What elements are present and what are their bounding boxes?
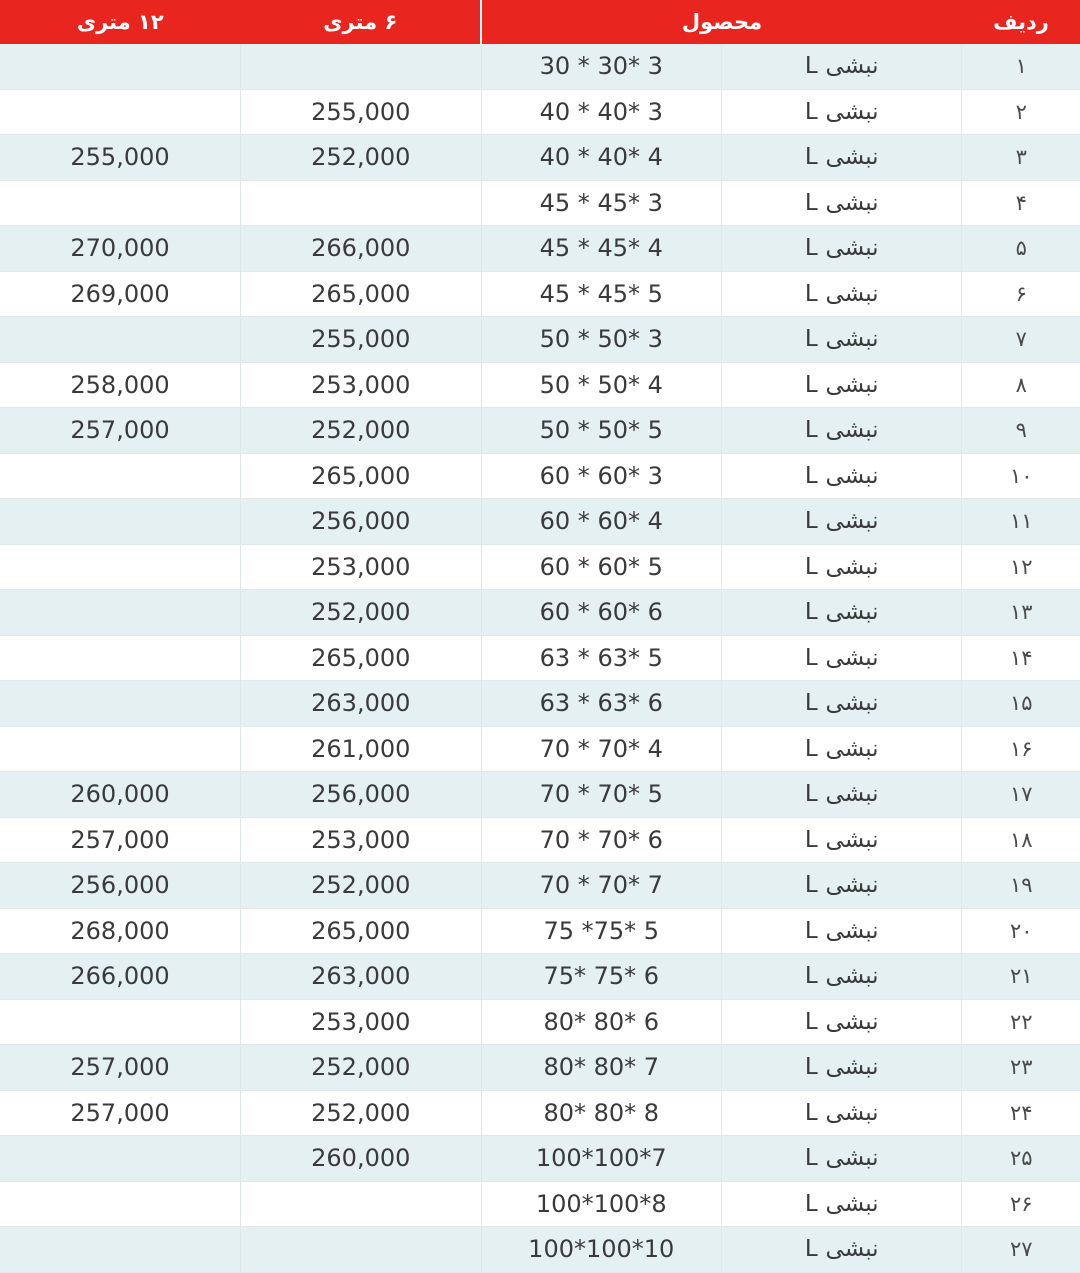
- cell-product: [722, 590, 962, 636]
- cell-product: [722, 408, 962, 454]
- cell-size: 40 * 40* 3: [481, 89, 721, 135]
- cell-row-number: ۴: [962, 180, 1080, 226]
- product-name: نبشی: [825, 781, 879, 808]
- cell-product: [722, 89, 962, 135]
- product-symbol: L: [804, 417, 819, 444]
- cell-size: 60 * 60* 6: [481, 590, 721, 636]
- product-name: نبشی: [825, 1054, 879, 1081]
- product-symbol: L: [804, 144, 819, 171]
- cell-size: 80* 80* 8: [481, 1090, 721, 1136]
- cell-price-six-meter: 252,000: [241, 1045, 481, 1091]
- header-row-number: ردیف: [962, 0, 1080, 44]
- cell-price-six-meter: 252,000: [241, 135, 481, 181]
- cell-price-twelve-meter: [0, 1181, 241, 1227]
- product-symbol: L: [804, 1008, 819, 1035]
- table-row: [0, 544, 1080, 590]
- cell-row-number: ۱۳: [962, 590, 1080, 636]
- header-six-meter: ۶ متری: [241, 0, 481, 44]
- cell-price-twelve-meter: [0, 317, 241, 363]
- cell-size: 100*100*10: [481, 1227, 721, 1273]
- cell-product: [722, 817, 962, 863]
- cell-size: 45 * 45* 3: [481, 180, 721, 226]
- table-row: [0, 89, 1080, 135]
- header-twelve-meter: ۱۲ متری: [0, 0, 241, 44]
- cell-price-six-meter: [241, 44, 481, 89]
- table-row: [0, 863, 1080, 909]
- cell-product: [722, 453, 962, 499]
- table-row: [0, 1181, 1080, 1227]
- product-name: نبشی: [825, 963, 879, 990]
- cell-row-number: ۱۰: [962, 453, 1080, 499]
- table-row: [0, 590, 1080, 636]
- cell-price-six-meter: 252,000: [241, 863, 481, 909]
- cell-price-twelve-meter: 260,000: [0, 772, 241, 818]
- cell-price-twelve-meter: [0, 89, 241, 135]
- product-symbol: L: [804, 644, 819, 671]
- product-name: نبشی: [825, 417, 879, 444]
- cell-size: 40 * 40* 4: [481, 135, 721, 181]
- product-symbol: L: [804, 1099, 819, 1126]
- cell-row-number: ۱۷: [962, 772, 1080, 818]
- cell-row-number: ۱: [962, 44, 1080, 89]
- cell-size: 70 * 70* 7: [481, 863, 721, 909]
- product-symbol: L: [804, 98, 819, 125]
- product-symbol: L: [804, 599, 819, 626]
- cell-price-six-meter: 252,000: [241, 590, 481, 636]
- table-row: [0, 180, 1080, 226]
- table-row: [0, 1090, 1080, 1136]
- table-row: [0, 317, 1080, 363]
- product-name: نبشی: [825, 1008, 879, 1035]
- product-name: نبشی: [825, 462, 879, 489]
- product-name: نبشی: [825, 690, 879, 717]
- cell-row-number: ۳: [962, 135, 1080, 181]
- table-row: [0, 817, 1080, 863]
- table-row: [0, 999, 1080, 1045]
- cell-price-six-meter: 265,000: [241, 453, 481, 499]
- cell-price-six-meter: 253,000: [241, 817, 481, 863]
- cell-product: [722, 681, 962, 727]
- table-row: [0, 226, 1080, 272]
- product-name: نبشی: [825, 1145, 879, 1172]
- cell-size: 100*100*7: [481, 1136, 721, 1182]
- product-symbol: L: [804, 553, 819, 580]
- cell-price-six-meter: 265,000: [241, 908, 481, 954]
- cell-price-twelve-meter: [0, 180, 241, 226]
- cell-product: [722, 772, 962, 818]
- cell-product: [722, 362, 962, 408]
- cell-product: [722, 135, 962, 181]
- table-row: [0, 681, 1080, 727]
- cell-price-twelve-meter: [0, 999, 241, 1045]
- product-symbol: L: [804, 1190, 819, 1217]
- table-row: [0, 453, 1080, 499]
- cell-product: [722, 1045, 962, 1091]
- product-name: نبشی: [825, 826, 879, 853]
- product-name: نبشی: [825, 735, 879, 762]
- cell-price-six-meter: 261,000: [241, 726, 481, 772]
- cell-price-twelve-meter: 256,000: [0, 863, 241, 909]
- product-name: نبشی: [825, 553, 879, 580]
- cell-row-number: ۲۶: [962, 1181, 1080, 1227]
- cell-product: [722, 1090, 962, 1136]
- cell-row-number: ۲۵: [962, 1136, 1080, 1182]
- cell-product: [722, 1227, 962, 1273]
- product-symbol: L: [804, 508, 819, 535]
- table-row: [0, 135, 1080, 181]
- cell-size: 45 * 45* 5: [481, 271, 721, 317]
- cell-row-number: ۶: [962, 271, 1080, 317]
- cell-size: 80* 80* 7: [481, 1045, 721, 1091]
- cell-product: [722, 954, 962, 1000]
- cell-product: [722, 271, 962, 317]
- table-row: [0, 1045, 1080, 1091]
- product-name: نبشی: [825, 644, 879, 671]
- cell-row-number: ۹: [962, 408, 1080, 454]
- cell-size: 50 * 50* 5: [481, 408, 721, 454]
- cell-product: [722, 863, 962, 909]
- cell-price-six-meter: 253,000: [241, 362, 481, 408]
- table-row: [0, 362, 1080, 408]
- product-name: نبشی: [825, 235, 879, 262]
- product-symbol: L: [804, 1054, 819, 1081]
- cell-size: 75* 75* 6: [481, 954, 721, 1000]
- cell-price-twelve-meter: [0, 44, 241, 89]
- cell-product: [722, 180, 962, 226]
- table-row: [0, 408, 1080, 454]
- cell-price-six-meter: [241, 1181, 481, 1227]
- product-name: نبشی: [825, 371, 879, 398]
- cell-row-number: ۲: [962, 89, 1080, 135]
- cell-price-six-meter: 265,000: [241, 635, 481, 681]
- cell-price-twelve-meter: 268,000: [0, 908, 241, 954]
- cell-price-six-meter: 256,000: [241, 499, 481, 545]
- cell-product: [722, 726, 962, 772]
- table-row: [0, 954, 1080, 1000]
- product-symbol: L: [804, 690, 819, 717]
- cell-row-number: ۱۲: [962, 544, 1080, 590]
- cell-price-six-meter: 263,000: [241, 954, 481, 1000]
- product-name: نبشی: [825, 508, 879, 535]
- cell-price-twelve-meter: 257,000: [0, 817, 241, 863]
- cell-size: 70 * 70* 4: [481, 726, 721, 772]
- cell-size: 60 * 60* 4: [481, 499, 721, 545]
- product-symbol: L: [804, 1236, 819, 1263]
- cell-price-twelve-meter: 258,000: [0, 362, 241, 408]
- table-header: [0, 0, 1080, 44]
- cell-product: [722, 317, 962, 363]
- cell-size: 30 * 30* 3: [481, 44, 721, 89]
- cell-size: 45 * 45* 4: [481, 226, 721, 272]
- cell-size: 63 * 63* 6: [481, 681, 721, 727]
- cell-size: 60 * 60* 5: [481, 544, 721, 590]
- cell-price-six-meter: [241, 1227, 481, 1273]
- cell-price-twelve-meter: [0, 544, 241, 590]
- cell-size: 60 * 60* 3: [481, 453, 721, 499]
- cell-row-number: ۱۴: [962, 635, 1080, 681]
- cell-price-twelve-meter: 257,000: [0, 1045, 241, 1091]
- cell-price-twelve-meter: 266,000: [0, 954, 241, 1000]
- cell-row-number: ۲۰: [962, 908, 1080, 954]
- table-row: [0, 271, 1080, 317]
- product-symbol: L: [804, 235, 819, 262]
- cell-product: [722, 544, 962, 590]
- cell-price-twelve-meter: 269,000: [0, 271, 241, 317]
- cell-row-number: ۲۲: [962, 999, 1080, 1045]
- cell-row-number: ۱۶: [962, 726, 1080, 772]
- cell-price-twelve-meter: [0, 1227, 241, 1273]
- cell-price-six-meter: 252,000: [241, 408, 481, 454]
- cell-price-six-meter: 253,000: [241, 999, 481, 1045]
- product-name: نبشی: [825, 1236, 879, 1263]
- product-name: نبشی: [825, 53, 879, 80]
- cell-price-six-meter: [241, 180, 481, 226]
- cell-price-twelve-meter: [0, 499, 241, 545]
- product-symbol: L: [804, 781, 819, 808]
- cell-row-number: ۸: [962, 362, 1080, 408]
- product-symbol: L: [804, 326, 819, 353]
- cell-product: [722, 1136, 962, 1182]
- cell-product: [722, 635, 962, 681]
- product-symbol: L: [804, 371, 819, 398]
- product-symbol: L: [804, 872, 819, 899]
- cell-row-number: ۲۴: [962, 1090, 1080, 1136]
- cell-size: 80* 80* 6: [481, 999, 721, 1045]
- cell-price-six-meter: 255,000: [241, 89, 481, 135]
- product-name: نبشی: [825, 599, 879, 626]
- cell-product: [722, 499, 962, 545]
- header-product: محصول: [481, 0, 962, 44]
- header-row: [0, 0, 1080, 44]
- product-symbol: L: [804, 280, 819, 307]
- cell-product: [722, 1181, 962, 1227]
- product-symbol: L: [804, 917, 819, 944]
- product-name: نبشی: [825, 326, 879, 353]
- cell-row-number: ۷: [962, 317, 1080, 363]
- cell-row-number: ۱۵: [962, 681, 1080, 727]
- cell-row-number: ۱۸: [962, 817, 1080, 863]
- cell-product: [722, 908, 962, 954]
- table-row: [0, 1227, 1080, 1273]
- table-row: [0, 908, 1080, 954]
- product-symbol: L: [804, 735, 819, 762]
- cell-price-six-meter: 266,000: [241, 226, 481, 272]
- cell-size: 50 * 50* 4: [481, 362, 721, 408]
- table-row: [0, 44, 1080, 89]
- cell-size: 70 * 70* 5: [481, 772, 721, 818]
- cell-price-twelve-meter: [0, 635, 241, 681]
- product-name: نبشی: [825, 98, 879, 125]
- product-name: نبشی: [825, 280, 879, 307]
- cell-product: [722, 44, 962, 89]
- cell-price-six-meter: 255,000: [241, 317, 481, 363]
- product-name: نبشی: [825, 189, 879, 216]
- cell-price-twelve-meter: [0, 590, 241, 636]
- cell-row-number: ۲۳: [962, 1045, 1080, 1091]
- table-row: [0, 635, 1080, 681]
- product-symbol: L: [804, 462, 819, 489]
- cell-size: 63 * 63* 5: [481, 635, 721, 681]
- cell-price-twelve-meter: 255,000: [0, 135, 241, 181]
- cell-size: 50 * 50* 3: [481, 317, 721, 363]
- product-name: نبشی: [825, 917, 879, 944]
- product-symbol: L: [804, 826, 819, 853]
- cell-price-six-meter: 265,000: [241, 271, 481, 317]
- cell-price-twelve-meter: [0, 1136, 241, 1182]
- product-name: نبشی: [825, 1099, 879, 1126]
- product-name: نبشی: [825, 144, 879, 171]
- product-name: نبشی: [825, 1190, 879, 1217]
- cell-product: [722, 999, 962, 1045]
- table-row: [0, 1136, 1080, 1182]
- cell-price-six-meter: 252,000: [241, 1090, 481, 1136]
- cell-price-six-meter: 260,000: [241, 1136, 481, 1182]
- table-row: [0, 726, 1080, 772]
- cell-row-number: ۲۱: [962, 954, 1080, 1000]
- table-row: [0, 499, 1080, 545]
- product-symbol: L: [804, 189, 819, 216]
- cell-product: [722, 226, 962, 272]
- cell-price-twelve-meter: 270,000: [0, 226, 241, 272]
- table-row: [0, 772, 1080, 818]
- cell-price-twelve-meter: 257,000: [0, 1090, 241, 1136]
- product-symbol: L: [804, 53, 819, 80]
- cell-row-number: ۱۱: [962, 499, 1080, 545]
- cell-price-twelve-meter: [0, 726, 241, 772]
- cell-price-six-meter: 263,000: [241, 681, 481, 727]
- cell-size: 100*100*8: [481, 1181, 721, 1227]
- product-symbol: L: [804, 963, 819, 990]
- cell-price-twelve-meter: [0, 681, 241, 727]
- product-name: نبشی: [825, 872, 879, 899]
- cell-row-number: ۱۹: [962, 863, 1080, 909]
- table-body: [0, 44, 1080, 1272]
- cell-price-twelve-meter: [0, 453, 241, 499]
- cell-price-six-meter: 253,000: [241, 544, 481, 590]
- cell-size: 75 *75* 5: [481, 908, 721, 954]
- cell-size: 70 * 70* 6: [481, 817, 721, 863]
- cell-price-twelve-meter: 257,000: [0, 408, 241, 454]
- cell-row-number: ۵: [962, 226, 1080, 272]
- cell-price-six-meter: 256,000: [241, 772, 481, 818]
- cell-row-number: ۲۷: [962, 1227, 1080, 1273]
- product-symbol: L: [804, 1145, 819, 1172]
